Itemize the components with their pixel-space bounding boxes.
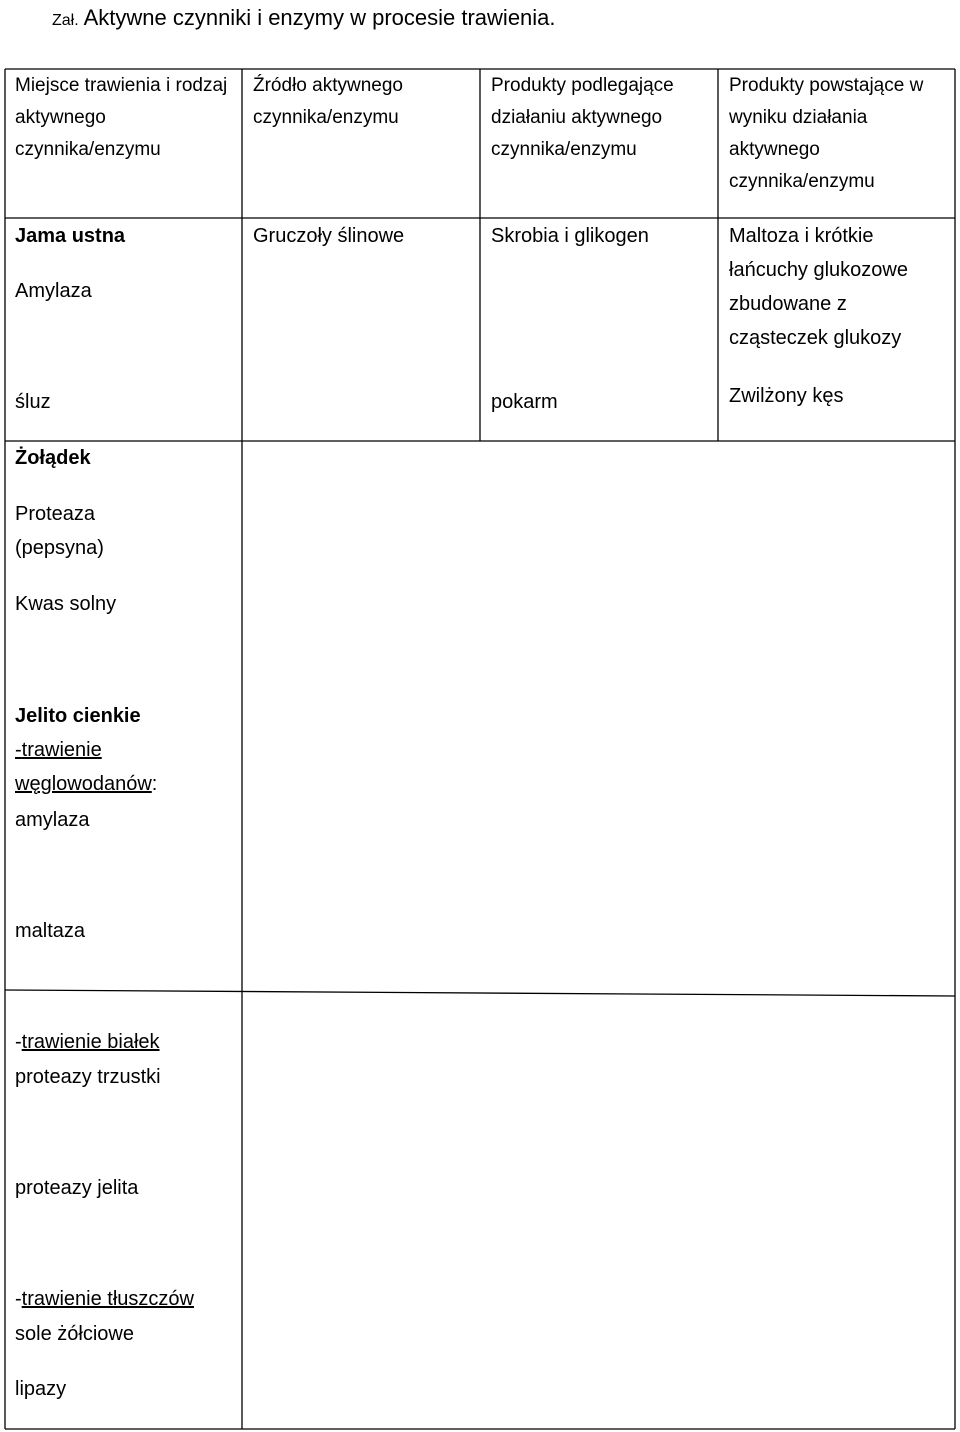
substrate-skrobia: Skrobia i glikogen <box>491 225 649 247</box>
carbs-prefix: - <box>15 739 22 761</box>
product-kes: Zwilżony kęs <box>729 385 844 407</box>
header-products: Produkty powstające w wyniku działania aktywnego czynnika/enzymu <box>729 75 924 192</box>
enzyme-proteazy-trzustki: proteazy trzustki <box>15 1066 161 1088</box>
carbs-digestion <box>15 733 215 801</box>
carbs-label: trawienie węglowodanów <box>15 739 152 795</box>
enzyme-amylaza-jelito: amylaza <box>15 809 90 831</box>
carbs-suffix: : <box>151 773 158 795</box>
title-text: Aktywne czynniki i enzymy w procesie trawienia. <box>83 5 556 30</box>
enzyme-maltaza: maltaza <box>15 920 86 942</box>
proteins-prefix: - <box>15 1031 22 1053</box>
fats-prefix: - <box>15 1288 22 1310</box>
source-gruczoly: Gruczoły ślinowe <box>253 225 405 247</box>
title-prefix: Zał. <box>52 12 79 29</box>
place-jelito: Jelito cienkie <box>15 705 141 727</box>
header-place: Miejsce trawienia i rodzaj aktywnego czynnika/enzymu <box>15 75 228 160</box>
product-maltoza: Maltoza i krótkie łańcuchy glukozowe zbudowane z cząsteczek glukozy <box>729 225 908 349</box>
enzyme-kwas-solny: Kwas solny <box>15 593 117 615</box>
enzyme-lipazy: lipazy <box>15 1378 67 1400</box>
proteins-digestion <box>15 1025 160 1059</box>
fats-digestion <box>15 1282 194 1316</box>
enzyme-proteazy-jelita: proteazy jelita <box>15 1177 139 1199</box>
enzyme-pepsyna: Proteaza (pepsyna) <box>15 503 104 559</box>
bile-salts: sole żółciowe <box>15 1323 134 1345</box>
substrate-pokarm: pokarm <box>491 391 558 413</box>
place-jama-ustna: Jama ustna <box>15 225 126 247</box>
header-source: Źródło aktywnego czynnika/enzymu <box>253 75 403 128</box>
fats-label: trawienie tłuszczów <box>21 1288 194 1310</box>
header-substrates: Produkty podlegające działaniu aktywnego czynnika/enzymu <box>491 75 674 160</box>
enzyme-amylaza: Amylaza <box>15 280 92 302</box>
enzyme-sluz: śluz <box>15 391 51 413</box>
proteins-label: trawienie białek <box>21 1031 160 1053</box>
place-zoladek: Żołądek <box>15 447 91 469</box>
